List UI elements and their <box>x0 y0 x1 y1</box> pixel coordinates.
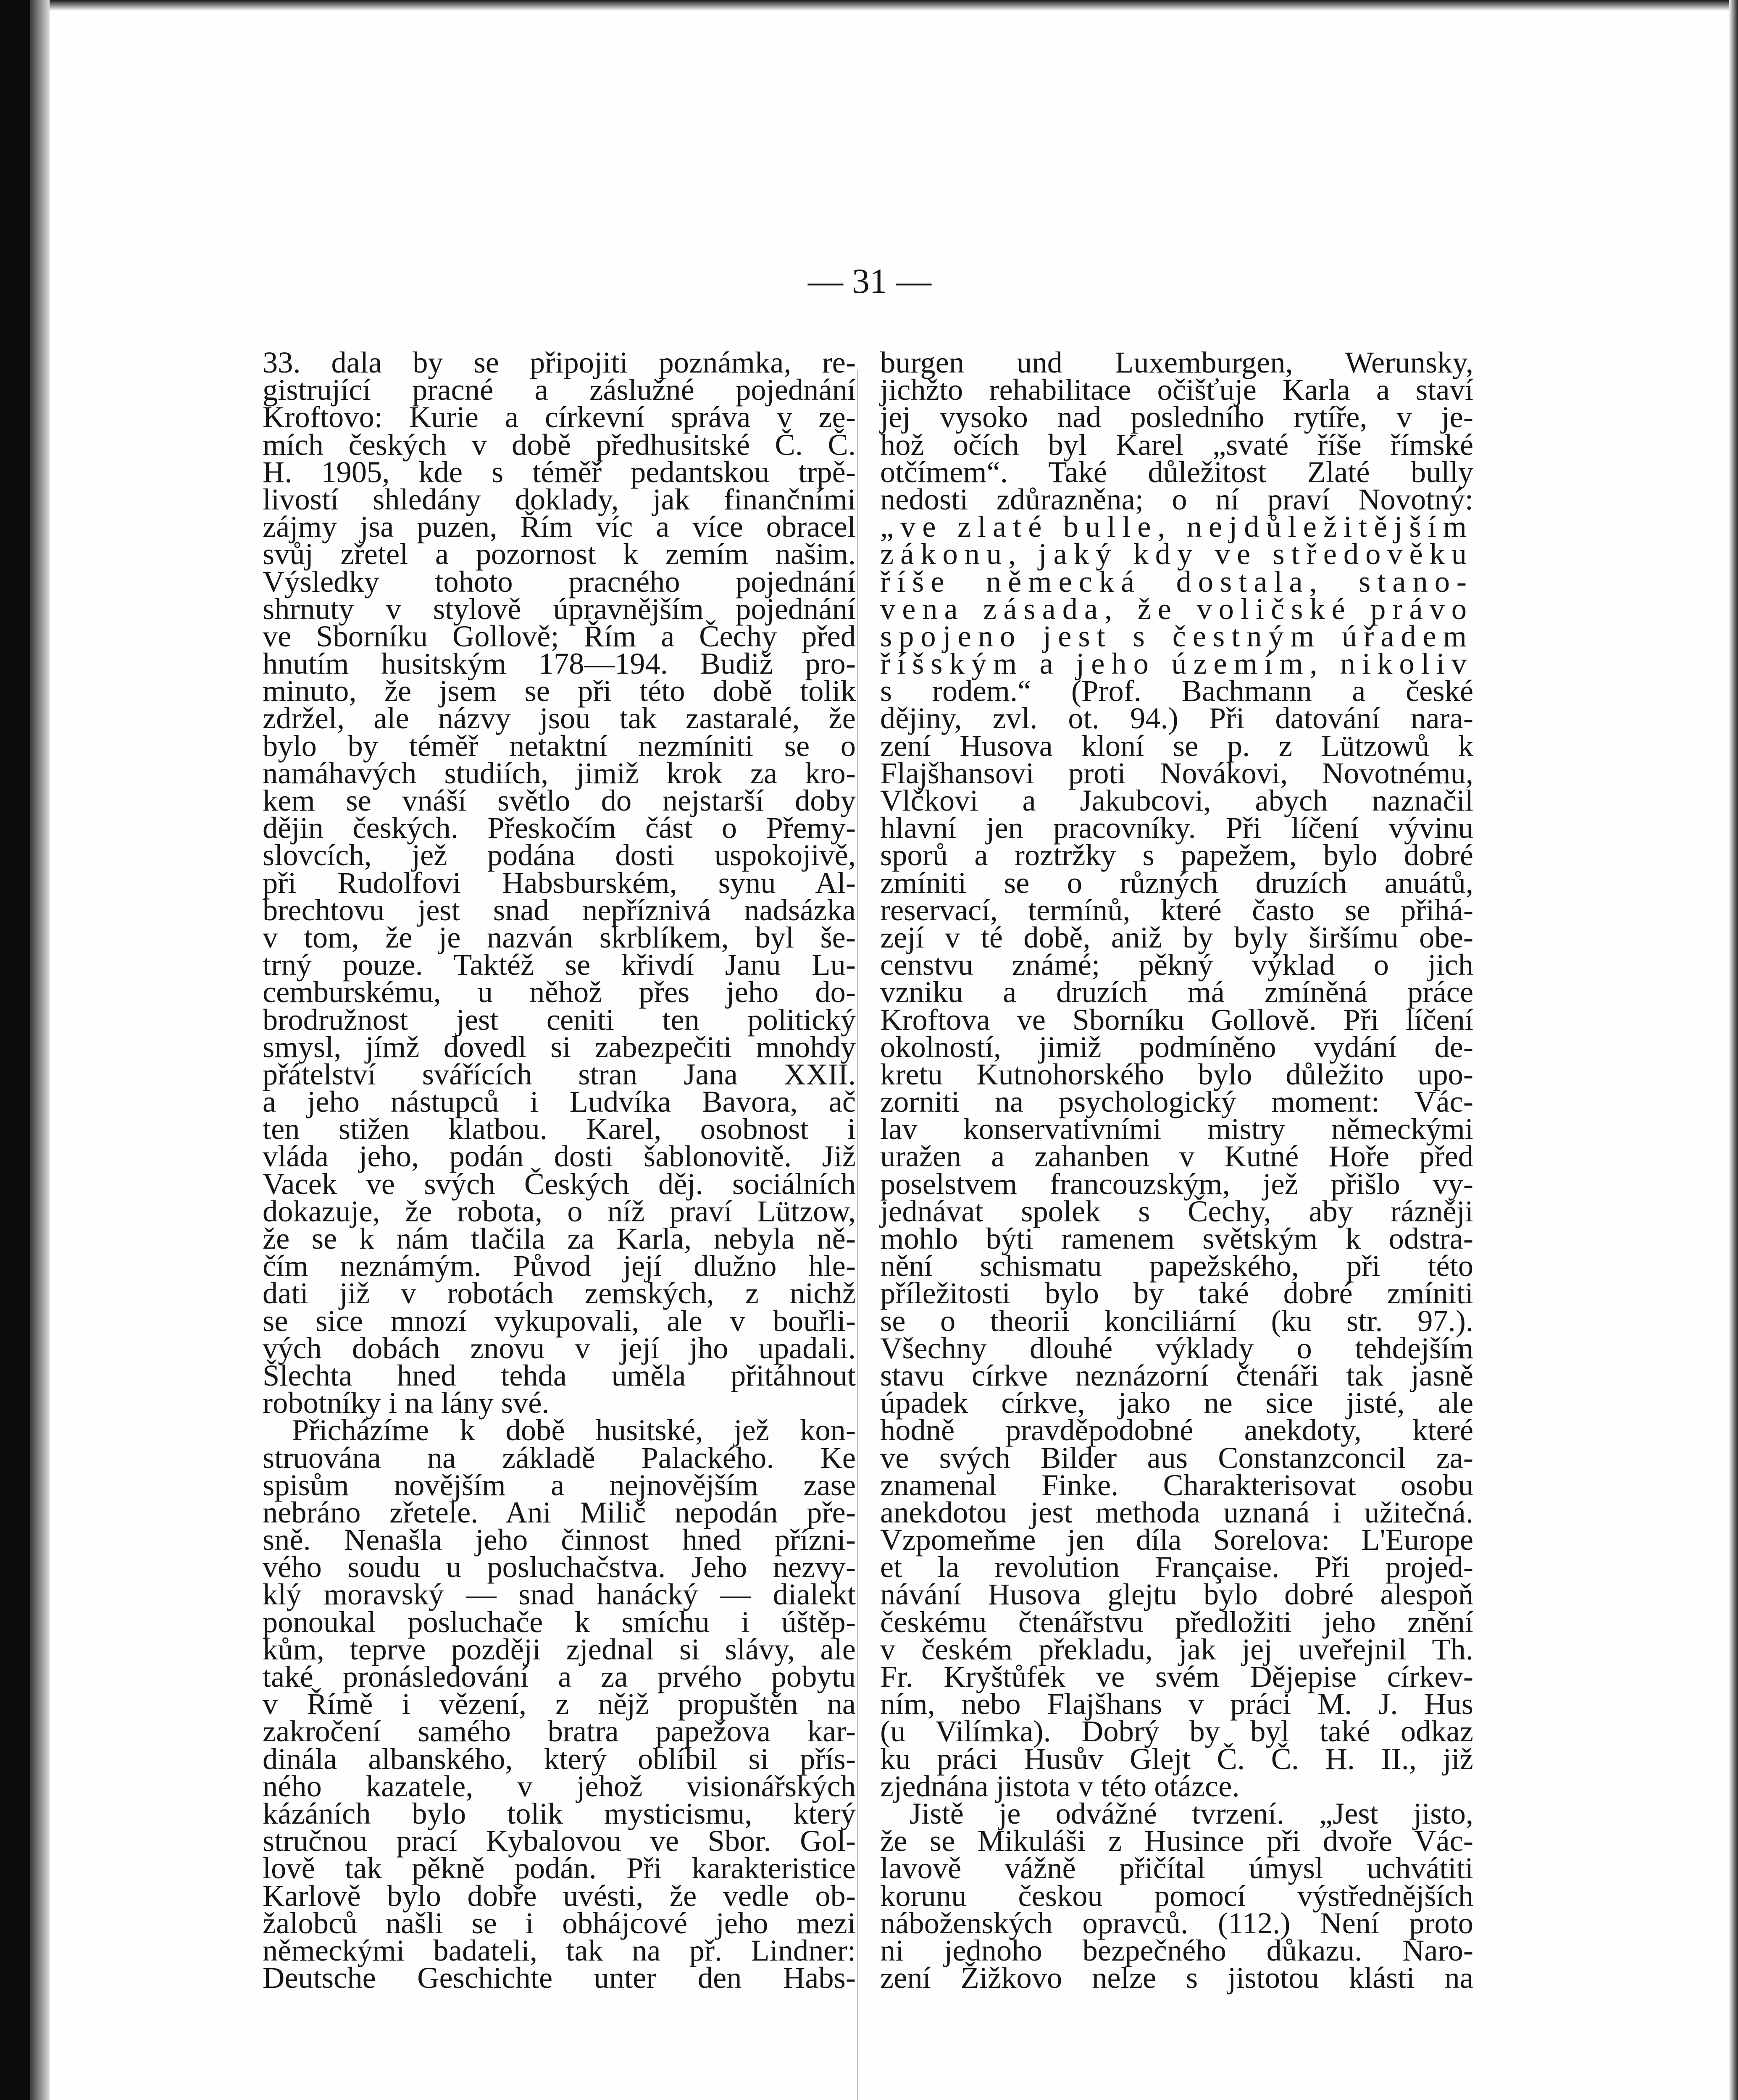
text-line: anekdotou jest methoda uznaná i užitečná. <box>880 1495 1473 1529</box>
text-line: že se k nám tlačila za Karla, nebyla ně- <box>263 1221 856 1255</box>
text-line: svůj zřetel a pozornost k zemím našim. <box>263 537 856 571</box>
text-line: gistrující pracné a záslužné pojednání <box>263 373 856 407</box>
text-line: zmíniti se o různých druzích anuátů, <box>880 865 1473 900</box>
text-line: dati již v robotách zemských, z nichž <box>263 1276 856 1310</box>
text-line: dějiny, zvl. ot. 94.) Při datování nara- <box>880 701 1473 735</box>
text-line: také pronásledování a za prvého pobytu <box>263 1659 856 1693</box>
text-line: ve svých Bilder aus Constanzconcil za- <box>880 1440 1473 1475</box>
text-line: struována na základě Palackého. Ke <box>263 1440 856 1475</box>
text-line: Flajšhansovi proti Novákovi, Novotnému, <box>880 756 1473 790</box>
text-line: v tom, že je nazván skrblíkem, byl še- <box>263 920 856 954</box>
page-top-edge <box>50 0 1738 11</box>
text-line: dějin českých. Přeskočím část o Přemy- <box>263 811 856 845</box>
text-line: spojeno jest s čestným úřadem <box>880 619 1473 653</box>
text-line: hož očích byl Karel „svaté říše římské <box>880 427 1473 462</box>
text-line: „ve zlaté bulle, nejdůležitějším <box>880 509 1473 544</box>
text-line: reservací, termínů, které často se přihá- <box>880 892 1473 927</box>
text-line: říšským a jeho územím, nikoliv <box>880 646 1473 681</box>
text-line: namáhavých studiích, jimiž krok za kro- <box>263 756 856 790</box>
text-line: 33. dala by se připojiti poznámka, re- <box>263 345 856 379</box>
text-line: Přicházíme k době husitské, jež kon- <box>292 1413 856 1447</box>
text-line: lově tak pěkně podán. Při karakteristice <box>263 1851 856 1885</box>
text-line: Šlechta hned tehda uměla přitáhnout <box>263 1358 856 1392</box>
text-line: hnutím husitským 178—194. Budiž pro- <box>263 646 856 681</box>
text-line: dokazuje, že robota, o níž praví Lützow, <box>263 1194 856 1228</box>
text-column-left <box>263 345 856 1995</box>
text-line: vena zásada, že voličské právo <box>880 591 1473 626</box>
book-gutter <box>30 0 50 2100</box>
book-binding-shadow <box>0 0 30 2100</box>
text-line: zdržel, ale názvy jsou tak zastaralé, že <box>263 701 856 735</box>
text-line: zení Žižkovo nelze s jistotou klásti na <box>880 1961 1473 1995</box>
text-line: shrnuty v stylově úpravnějším pojednání <box>263 591 856 626</box>
text-line: zájmy jsa puzen, Řím víc a více obracel <box>263 509 856 544</box>
text-line: ku práci Husův Glejt Č. Č. H. II., již <box>880 1741 1473 1776</box>
text-line: H. 1905, kde s téměř pedantskou trpě- <box>263 454 856 489</box>
text-line: Kroftova ve Sborníku Gollově. Při líčení <box>880 1002 1473 1037</box>
text-line: burgen und Luxemburgen, Werunsky, <box>880 345 1473 379</box>
text-line: s rodem.“ (Prof. Bachmann a české <box>880 674 1473 708</box>
text-line: a jeho nástupců i Ludvíka Bavora, ač <box>263 1084 856 1119</box>
text-line: žalobců našli se i obhájcové jeho mezi <box>263 1906 856 1940</box>
text-line: okolností, jimiž podmíněno vydání de- <box>880 1029 1473 1064</box>
text-line: při Rudolfovi Habsburském, synu Al- <box>263 865 856 900</box>
text-line: brodružnost jest ceniti ten politický <box>263 1002 856 1037</box>
text-line: příležitosti bylo by také dobré zmíniti <box>880 1276 1473 1310</box>
text-line: čím neznámým. Původ její dlužno hle- <box>263 1249 856 1283</box>
text-line: vého soudu u posluchačstva. Jeho nezvy- <box>263 1550 856 1584</box>
text-line: ni jednoho bezpečného důkazu. Naro- <box>880 1933 1473 1967</box>
text-line: dinála albanského, který oblíbil si přís- <box>263 1741 856 1776</box>
text-line: se o theorii konciliární (ku str. 97.). <box>880 1303 1473 1338</box>
text-line: českému čtenářstvu předložiti jeho znění <box>880 1604 1473 1639</box>
text-line: nění schismatu papežského, při této <box>880 1249 1473 1283</box>
text-line: jednávat spolek s Čechy, aby rázněji <box>880 1194 1473 1228</box>
text-line: přátelství svářících stran Jana XXII. <box>263 1057 856 1091</box>
text-line: německými badateli, tak na př. Lindner: <box>263 1933 856 1967</box>
text-line: zákonu, jaký kdy ve středověku <box>880 537 1473 571</box>
text-line: censtvu známé; pěkný výklad o jich <box>880 948 1473 982</box>
text-line: návání Husova glejtu bylo dobré alespoň <box>880 1577 1473 1612</box>
text-line: sporů a roztržky s papežem, bylo dobré <box>880 838 1473 872</box>
text-line: mohlo býti ramenem světským k odstra- <box>880 1221 1473 1255</box>
text-line: otčímem“. Také důležitost Zlaté bully <box>880 454 1473 489</box>
column-divider <box>857 370 858 2100</box>
text-line: uražen a zahanben v Kutné Hoře před <box>880 1139 1473 1173</box>
text-column-right <box>880 345 1473 1995</box>
text-line: nebráno zřetele. Ani Milič nepodán pře- <box>263 1495 856 1529</box>
text-line: livostí shledány doklady, jak finančními <box>263 482 856 516</box>
text-line: robotníky i na lány své. <box>263 1386 550 1420</box>
text-line: v českém překladu, jak jej uveřejnil Th. <box>880 1632 1473 1666</box>
text-line: Deutsche Geschichte unter den Habs- <box>263 1961 856 1995</box>
text-line: nedosti zdůrazněna; o ní praví Novotný: <box>880 482 1473 516</box>
text-line: v Římě i vězení, z nějž propuštěn na <box>263 1687 856 1721</box>
text-line: poselstvem francouzským, jež přišlo vy- <box>880 1166 1473 1201</box>
text-line: korunu českou pomocí výstřednějších <box>880 1878 1473 1913</box>
text-line: znamenal Finke. Charakterisovat osobu <box>880 1467 1473 1502</box>
text-line: jej vysoko nad posledního rytíře, v je- <box>880 400 1473 434</box>
text-line: Fr. Kryštůfek ve svém Dějepise církev- <box>880 1659 1473 1693</box>
text-line: stručnou prací Kybalovou ve Sbor. Gol- <box>263 1824 856 1858</box>
text-line: ním, nebo Flajšhans v práci M. J. Hus <box>880 1687 1473 1721</box>
text-line: bylo by téměř netaktní nezmíniti se o <box>263 728 856 763</box>
text-line: mích českých v době předhusitské Č. Č. <box>263 427 856 462</box>
text-line: hlavní jen pracovníky. Při líčení vývinu <box>880 811 1473 845</box>
text-line: vláda jeho, podán dosti šablonovitě. Již <box>263 1139 856 1173</box>
text-line: slovcích, jež podána dosti uspokojivě, <box>263 838 856 872</box>
text-line: ve Sborníku Gollově; Řím a Čechy před <box>263 619 856 653</box>
text-line: trný pouze. Taktéž se křivdí Janu Lu- <box>263 948 856 982</box>
text-line: brechtovu jest snad nepříznivá nadsázka <box>263 892 856 927</box>
text-line: kem se vnáší světlo do nejstarší doby <box>263 783 856 817</box>
text-line: cemburskému, u něhož přes jeho do- <box>263 975 856 1009</box>
text-line: vzniku a druzích má zmíněná práce <box>880 975 1473 1009</box>
text-line: Kroftovo: Kurie a církevní správa v ze- <box>263 400 856 434</box>
text-line: zení Husova kloní se p. z Lützowů k <box>880 728 1473 763</box>
text-line: Jistě je odvážné tvrzení. „Jest jisto, <box>910 1796 1473 1830</box>
text-line: Všechny dlouhé výklady o tehdejším <box>880 1331 1473 1365</box>
text-line: Výsledky tohoto pracného pojednání <box>263 564 856 598</box>
text-line: zakročení samého bratra papežova kar- <box>263 1714 856 1748</box>
text-line: ten stižen klatbou. Karel, osobnost i <box>263 1112 856 1146</box>
text-line: lavově vážně přičítal úmysl uchvátiti <box>880 1851 1473 1885</box>
text-line: hodně pravděpodobné anekdoty, které <box>880 1413 1473 1447</box>
text-line: et la revolution Française. Při projed- <box>880 1550 1473 1584</box>
text-line: zorniti na psychologický moment: Vác- <box>880 1084 1473 1119</box>
text-line: Vlčkovi a Jakubcovi, abych naznačil <box>880 783 1473 817</box>
text-line: říše německá dostala, stano- <box>880 564 1473 598</box>
page-right-edge <box>1729 0 1738 2100</box>
text-line: ponoukal posluchače k smíchu i úštěp- <box>263 1604 856 1639</box>
text-line: sně. Nenašla jeho činnost hned přízni- <box>263 1522 856 1557</box>
text-line: Karlově bylo dobře uvésti, že vedle ob- <box>263 1878 856 1913</box>
text-line: se sice mnozí vykupovali, ale v bouřli- <box>263 1303 856 1338</box>
text-line: jichžto rehabilitace očišťuje Karla a staví <box>880 373 1473 407</box>
text-line: klý moravský — snad hanácký — dialekt <box>263 1577 856 1612</box>
text-line: kretu Kutnohorského bylo důležito upo- <box>880 1057 1473 1091</box>
text-line: smysl, jímž dovedl si zabezpečiti mnohdy <box>263 1029 856 1064</box>
text-line: minuto, že jsem se při této době tolik <box>263 674 856 708</box>
text-line: ného kazatele, v jehož visionářských <box>263 1769 856 1803</box>
text-line: že se Mikuláši z Husince při dvoře Vác- <box>880 1824 1473 1858</box>
text-line: (u Vilímka). Dobrý by byl také odkaz <box>880 1714 1473 1748</box>
text-line: náboženských opravců. (112.) Není proto <box>880 1906 1473 1940</box>
text-line: kům, teprve později zjednal si slávy, ale <box>263 1632 856 1666</box>
text-line: kázáních bylo tolik mysticismu, který <box>263 1796 856 1830</box>
text-line: zejí v té době, aniž by byly širšímu obe- <box>880 920 1473 954</box>
text-line: lav konservativními mistry německými <box>880 1112 1473 1146</box>
text-line: stavu církve neznázorní čtenáři tak jasně <box>880 1358 1473 1392</box>
text-line: Vacek ve svých Českých děj. sociálních <box>263 1166 856 1201</box>
page-number: — 31 — <box>808 262 931 301</box>
text-line: spisům novějším a nejnovějším zase <box>263 1467 856 1502</box>
text-line: vých dobách znovu v její jho upadali. <box>263 1331 856 1365</box>
text-line: Vzpomeňme jen díla Sorelova: L'Europe <box>880 1522 1473 1557</box>
text-line: úpadek církve, jako ne sice jisté, ale <box>880 1386 1473 1420</box>
text-line: zjednána jistota v této otázce. <box>880 1769 1240 1803</box>
